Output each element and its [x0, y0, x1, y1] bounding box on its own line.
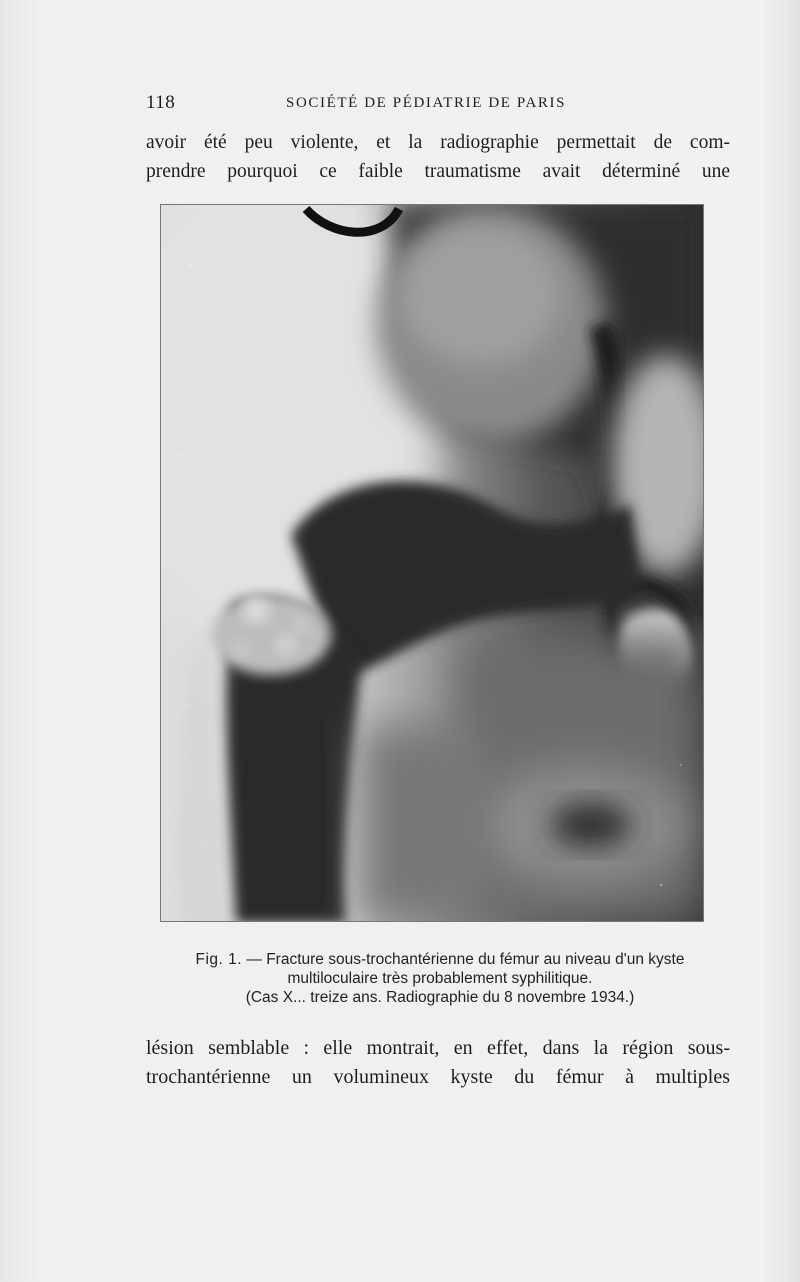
caption-label: Fig. 1. — [195, 951, 243, 968]
page-header — [146, 92, 730, 118]
radiograph-image — [161, 205, 704, 922]
paragraph-top — [146, 128, 730, 186]
text-line: prendre pourquoi ce faible traumatisme avait déterminé une — [146, 161, 730, 182]
radiograph-figure — [160, 204, 704, 922]
figure-caption — [140, 950, 740, 1007]
text-line: trochantérienne un volumineux kyste du fémur à multiples — [146, 1066, 730, 1088]
caption-line-2: multiloculaire très probablement syphilitique. — [287, 970, 593, 987]
caption-text-1: — Fracture sous-trochantérienne du fémur au niveau d'un kyste — [246, 951, 685, 968]
text-line: avoir été peu violente, et la radiographie permettait de com- — [146, 132, 730, 153]
page-number: 118 — [146, 92, 176, 113]
paragraph-bottom — [146, 1034, 730, 1092]
caption-line-1 — [140, 950, 740, 969]
text-line: lésion semblable : elle montrait, en effet, dans la région sous- — [146, 1037, 730, 1059]
running-head: SOCIÉTÉ DE PÉDIATRIE DE PARIS — [286, 95, 567, 111]
caption-line-3: (Cas X... treize ans. Radiographie du 8 novembre 1934.) — [245, 989, 635, 1006]
